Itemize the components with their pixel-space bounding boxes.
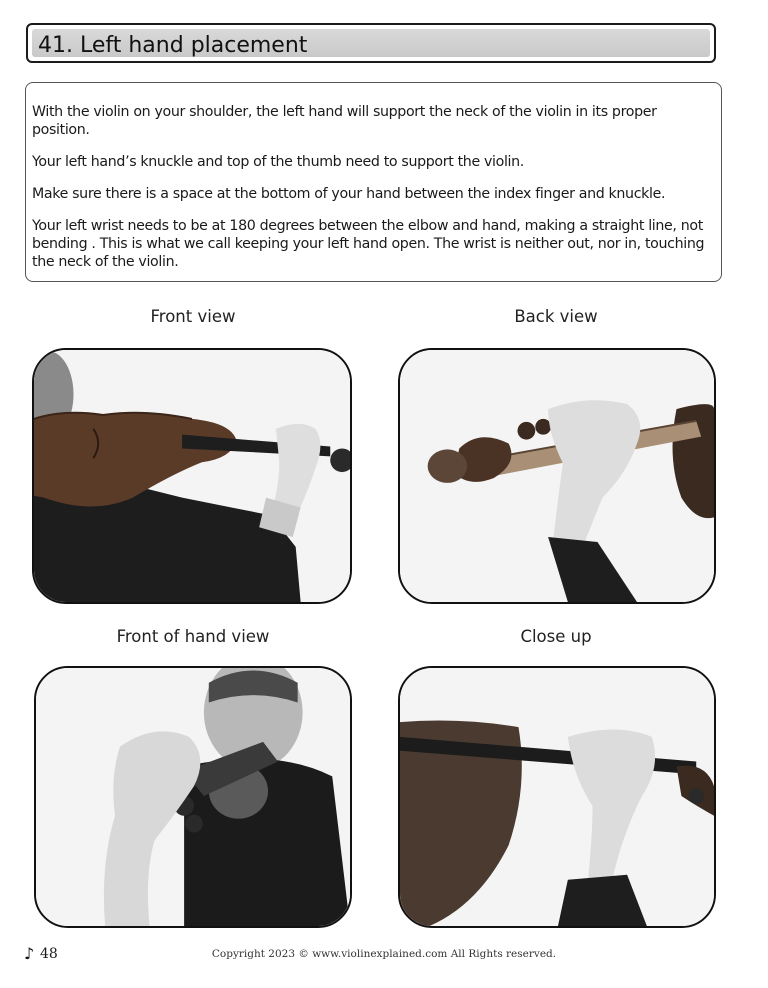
instruction-paragraph: Your left wrist needs to be at 180 degrees between the elbow and hand, making a straight line, not bending . This is what we call keeping your left hand open. The wrist is neither out, nor in, touching the neck of the violin. <box>32 218 705 270</box>
eighth-note-icon: ♪ <box>24 944 35 963</box>
copyright-text: Copyright 2023 © www.violinexplained.com All Rights reserved. <box>211 948 557 960</box>
photo-caption-back-view: Back view <box>514 307 598 326</box>
photo-caption-close-up: Close up <box>520 627 592 646</box>
photo-back-view <box>398 348 716 604</box>
instruction-paragraph: With the violin on your shoulder, the left hand will support the neck of the violin in its proper position. <box>32 104 657 138</box>
photo-caption-front-of-hand-view: Front of hand view <box>116 627 270 646</box>
photo-front-of-hand-view <box>34 666 352 928</box>
photo-close-up <box>398 666 716 928</box>
photo-caption-front-view: Front view <box>150 307 236 326</box>
photo-front-view <box>32 348 352 604</box>
instruction-paragraph: Your left hand’s knuckle and top of the thumb need to support the violin. <box>32 154 524 170</box>
page-number: 48 <box>40 946 58 962</box>
section-title: 41. Left hand placement <box>38 33 308 58</box>
instruction-paragraph: Make sure there is a space at the bottom of your hand between the index finger and knuckle. <box>32 186 666 202</box>
instructions-box <box>25 82 722 282</box>
section-title-bar <box>32 29 710 57</box>
section-title-box <box>26 23 716 63</box>
